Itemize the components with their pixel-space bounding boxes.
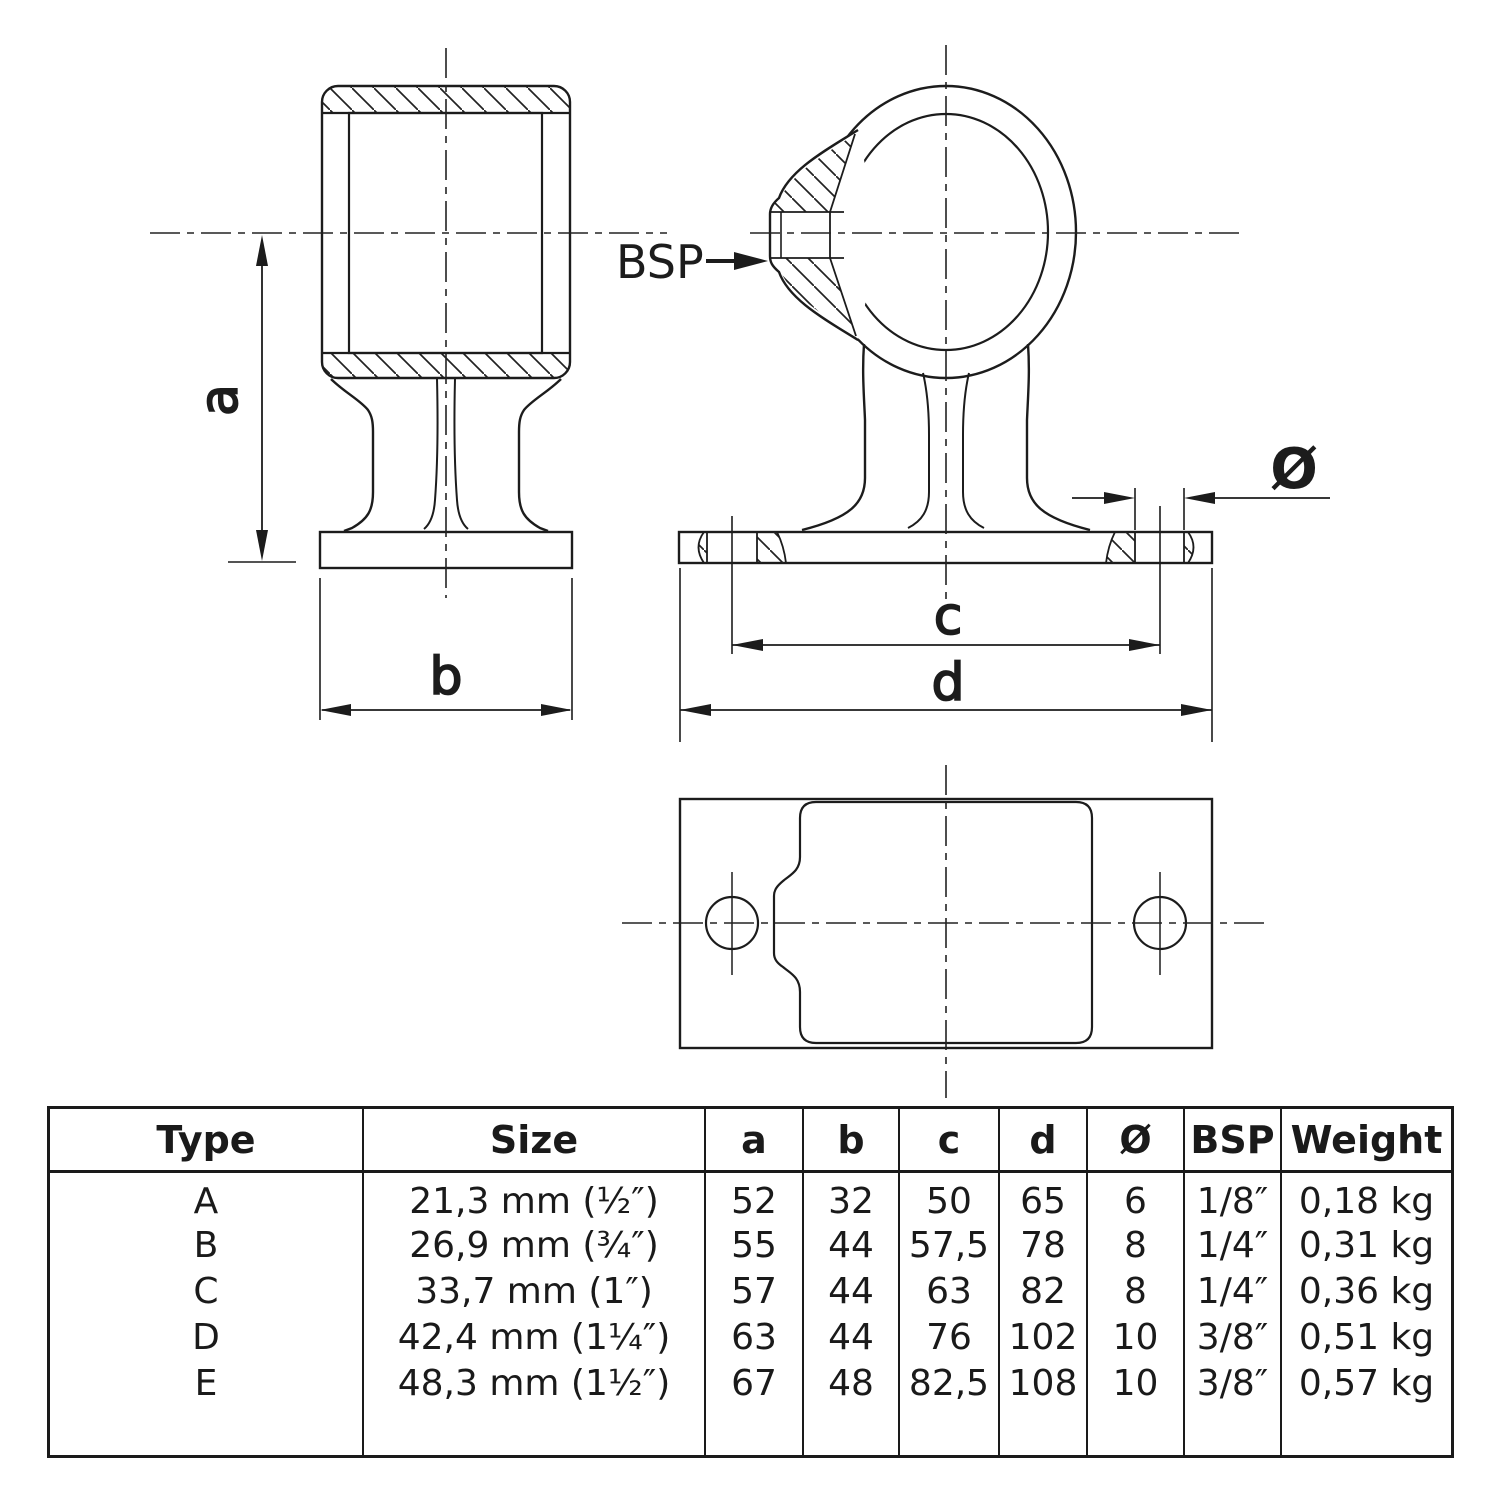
- table-cell: 3/8″: [1185, 1315, 1282, 1361]
- table-cell: 10: [1088, 1315, 1185, 1361]
- dimension-a: [190, 235, 296, 562]
- table-cell: B: [50, 1223, 364, 1269]
- table-filler: [1185, 1407, 1282, 1455]
- column-header-weight: Weight: [1282, 1109, 1451, 1173]
- table-cell: 0,57 kg: [1298, 1363, 1435, 1404]
- bsp-arrow: [734, 252, 768, 270]
- table-filler: [706, 1407, 804, 1455]
- table-cell: E: [50, 1361, 364, 1407]
- table-cell: 0,36 kg: [1298, 1271, 1435, 1312]
- table-cell: 1/4″: [1185, 1223, 1282, 1269]
- column-header-b: b: [804, 1109, 900, 1173]
- table-cell: A: [50, 1173, 364, 1223]
- table-cell: 10: [1088, 1361, 1185, 1407]
- table-cell: 63: [706, 1315, 804, 1361]
- table-cell: 65: [1000, 1173, 1088, 1223]
- table-cell: 33,7 mm (1″): [364, 1269, 706, 1315]
- table-cell: 0,18 kg: [1298, 1181, 1435, 1222]
- table-cell: D: [50, 1315, 364, 1361]
- table-filler: [1088, 1407, 1185, 1455]
- table-cell: 26,9 mm (¾″): [364, 1223, 706, 1269]
- dimensions-table: [47, 1106, 1454, 1458]
- table-cell: 76: [900, 1315, 1000, 1361]
- dim-label-c: c: [933, 587, 963, 647]
- table-cell: 44: [804, 1223, 900, 1269]
- table-filler: [1000, 1407, 1088, 1455]
- table-cell: 52: [706, 1173, 804, 1223]
- dim-label-b: b: [429, 647, 463, 707]
- bsp-label: BSP: [616, 235, 704, 289]
- table-cell: 44: [804, 1315, 900, 1361]
- dimension-b: [320, 578, 572, 720]
- table-cell: 21,3 mm (½″): [364, 1173, 706, 1223]
- table-filler: [50, 1407, 364, 1455]
- table-cell: 67: [706, 1361, 804, 1407]
- table-cell: 48,3 mm (1½″): [364, 1361, 706, 1407]
- table-filler: [1282, 1407, 1451, 1455]
- table-cell: 108: [1000, 1361, 1088, 1407]
- bsp-callout: [616, 235, 768, 289]
- table-cell: 78: [1000, 1223, 1088, 1269]
- column-header-a: a: [706, 1109, 804, 1173]
- table-filler: [364, 1407, 706, 1455]
- table-cell: 8: [1088, 1269, 1185, 1315]
- table-cell: C: [50, 1269, 364, 1315]
- table-cell: 0,31 kg: [1298, 1225, 1435, 1266]
- table-cell: 63: [900, 1269, 1000, 1315]
- table-filler: [900, 1407, 1000, 1455]
- column-header-c: c: [900, 1109, 1000, 1173]
- table-cell: 57: [706, 1269, 804, 1315]
- table-cell: 57,5: [900, 1223, 1000, 1269]
- table-cell: 50: [900, 1173, 1000, 1223]
- column-header-diameter: Ø: [1088, 1109, 1185, 1173]
- table-cell: 6: [1088, 1173, 1185, 1223]
- table-cell: 82: [1000, 1269, 1088, 1315]
- column-header-size: Size: [364, 1109, 706, 1173]
- table-cell: 48: [804, 1361, 900, 1407]
- table-cell: 1/4″: [1185, 1269, 1282, 1315]
- diameter-label: Ø: [1270, 437, 1318, 502]
- dimension-diameter: [1072, 437, 1330, 530]
- table-cell: 32: [804, 1173, 900, 1223]
- table-cell: 1/8″: [1185, 1173, 1282, 1223]
- center-lines: [150, 45, 1270, 1098]
- table-cell: 42,4 mm (1¼″): [364, 1315, 706, 1361]
- dim-label-d: d: [931, 653, 965, 713]
- table-cell: 0,51 kg: [1298, 1317, 1435, 1358]
- table-cell: 102: [1000, 1315, 1088, 1361]
- table-cell: 82,5: [900, 1361, 1000, 1407]
- column-header-bsp: BSP: [1185, 1109, 1282, 1173]
- column-header-type: Type: [50, 1109, 364, 1173]
- table-filler: [804, 1407, 900, 1455]
- table-cell: 3/8″: [1185, 1361, 1282, 1407]
- table-cell: 55: [706, 1223, 804, 1269]
- table-cell: 44: [804, 1269, 900, 1315]
- dim-label-a: a: [190, 384, 250, 416]
- table-cell: 8: [1088, 1223, 1185, 1269]
- column-header-d: d: [1000, 1109, 1088, 1173]
